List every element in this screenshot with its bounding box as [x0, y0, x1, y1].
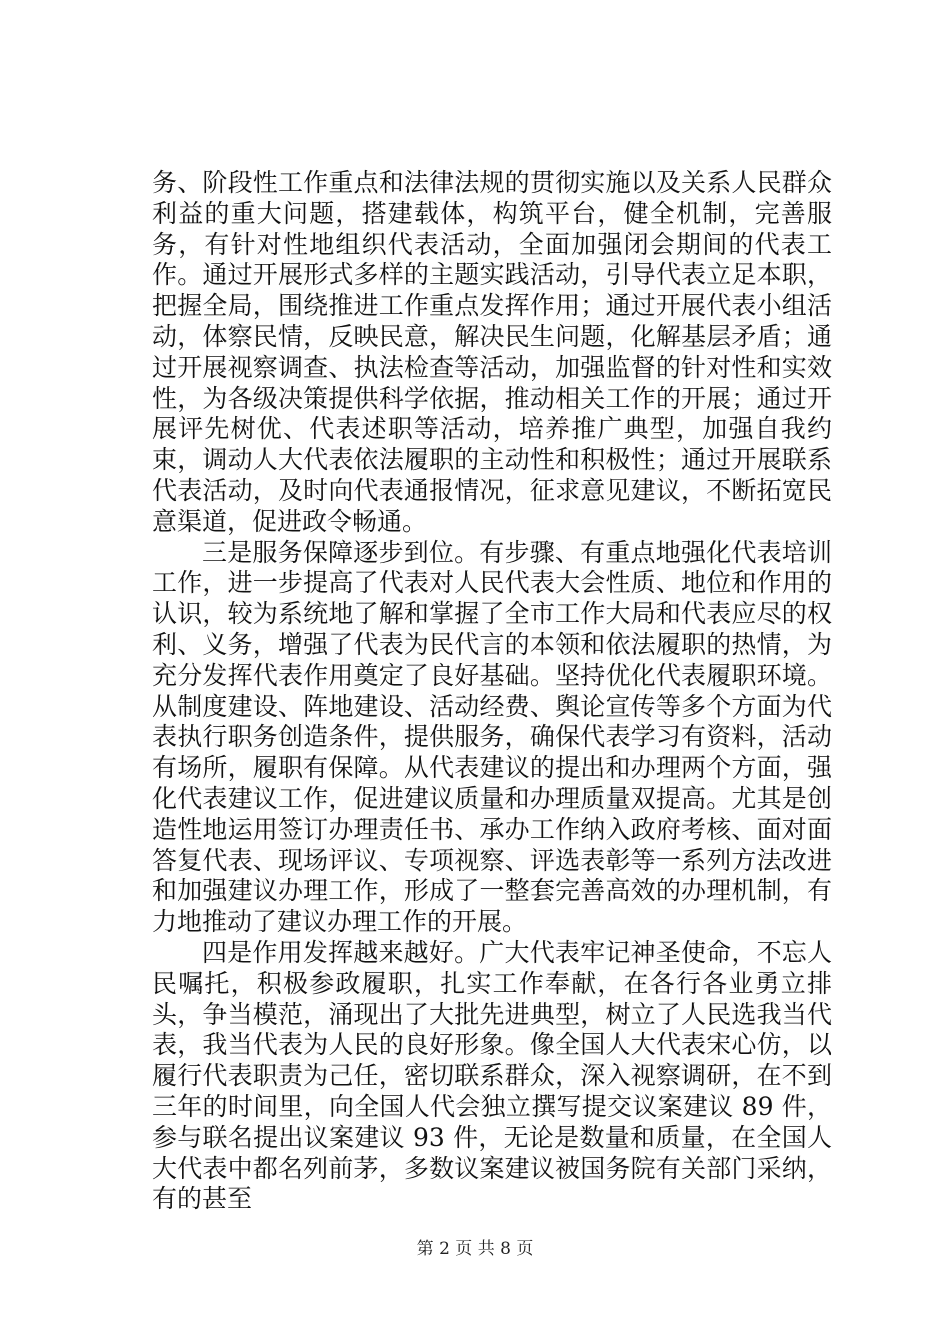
body-paragraph-1: 务、阶段性工作重点和法律法规的贯彻实施以及关系人民群众利益的重大问题，搭建载体，构筑平台，健全机制，完善服务，有针对性地组织代表活动，全面加强闭会期间的代表工作。通过开展形式多样的主题实践活动，引导代表立足本职，把握全局，围绕推进工作重点发挥作用；通过开展代表小组活动，体察民情，反映民意，解决民生问题，化解基层矛盾；通过开展视察调查、执法检查等活动，加强监督的针对性和实效性，为各级决策提供科学依据，推动相关工作的开展；通过开展评先树优、代表述职等活动，培养推广典型，加强自我约束，调动人大代表依法履职的主动性和积极性；通过开展联系代表活动，及时向代表通报情况，征求意见建议，不断拓宽民意渠道，促进政令畅通。: [152, 168, 832, 536]
document-body: [152, 168, 832, 1215]
body-paragraph-2: 三是服务保障逐步到位。有步骤、有重点地强化代表培训工作，进一步提高了代表对人民代表大会性质、地位和作用的认识，较为系统地了解和掌握了全市工作大局和代表应尽的权利、义务，增强了代表为民代言的本领和依法履职的热情，为充分发挥代表作用奠定了良好基础。坚持优化代表履职环境。从制度建设、阵地建设、活动经费、舆论宣传等多个方面为代表执行职务创造条件，提供服务，确保代表学习有资料，活动有场所，履职有保障。从代表建议的提出和办理两个方面，强化代表建议工作，促进建议质量和办理质量双提高。尤其是创造性地运用签订办理责任书、承办工作纳入政府考核、面对面答复代表、现场评议、专项视察、评选表彰等一系列方法改进和加强建议办理工作，形成了一整套完善高效的办理机制，有力地推动了建议办理工作的开展。: [152, 537, 832, 937]
body-paragraph-3: 四是作用发挥越来越好。广大代表牢记神圣使命，不忘人民嘱托，积极参政履职，扎实工作奉献，在各行各业勇立排头，争当模范，涌现出了大批先进典型，树立了人民选我当代表，我当代表为人民的良好形象。像全国人大代表宋心仿，以履行代表职责为己任，密切联系群众，深入视察调研，在不到三年的时间里，向全国人代会独立撰写提交议案建议 89 件，参与联名提出议案建议 93 件，无论是数量和质量，在全国人大代表中都名列前茅，多数议案建议被国务院有关部门采纳，有的甚至: [152, 937, 832, 1214]
page-number-footer: 第 2 页 共 8 页: [416, 1239, 534, 1259]
